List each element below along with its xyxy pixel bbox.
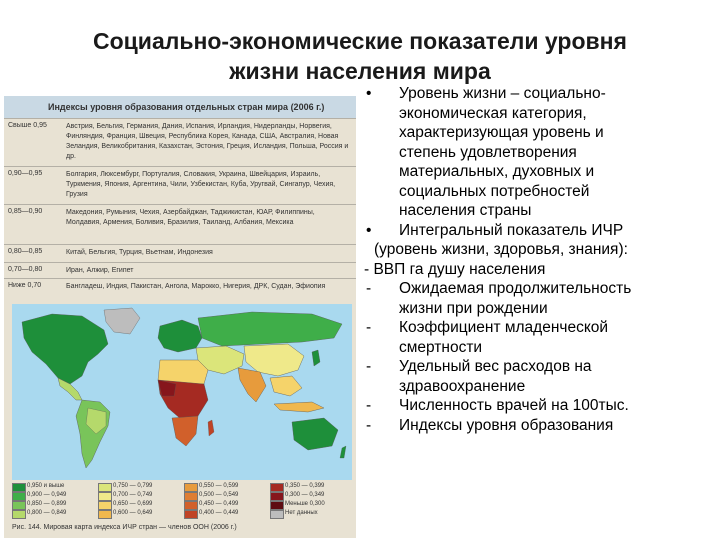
table-row	[4, 118, 356, 167]
table-row	[4, 244, 356, 263]
table-row-level: 0,80—0,85	[8, 248, 43, 255]
bullet-line: жизни при рождении	[399, 299, 548, 317]
bullet-line: Интегральный показатель ИЧР	[399, 221, 624, 239]
legend-label: Меньше 0,300	[285, 501, 325, 507]
bullet-line: социальных потребностей	[399, 182, 590, 200]
table-row-countries: Болгария, Люксембург, Португалия, Словакия, Украина, Швейцария, Израиль, Туркмения, Япония, Аргентина, Чили, Узбекистан, Куба, Уругвай, Сингапур, Чехия, Грузия	[66, 171, 336, 198]
table-row	[4, 166, 356, 205]
legend-item	[12, 500, 82, 509]
legend-item	[184, 500, 254, 509]
legend-label: 0,550 — 0,599	[199, 483, 239, 489]
map-north-america	[22, 314, 108, 384]
bullet-health-spending	[364, 357, 714, 396]
bullet-marker: -	[366, 416, 372, 434]
table-row-level: 0,70—0,80	[8, 266, 43, 273]
map-australia	[292, 418, 338, 450]
bullet-line: здравоохранение	[399, 377, 526, 395]
table-row-level: Ниже 0,70	[8, 282, 42, 289]
map-new-zealand	[340, 446, 346, 458]
legend-item	[184, 482, 254, 491]
legend-swatch	[184, 510, 198, 519]
bullet-marker: •	[366, 85, 372, 102]
hdi-components-line	[364, 240, 714, 260]
legend-item	[12, 491, 82, 500]
textbook-figure	[4, 96, 356, 538]
map-greenland	[104, 308, 140, 334]
bullet-line: Коэффициент младенческой	[399, 319, 609, 336]
map-southeast-asia	[270, 376, 302, 396]
bullet-line: материальных, духовных и	[399, 163, 595, 180]
legend-label: 0,650 — 0,699	[113, 501, 153, 507]
bullet-line: Численность врачей на 100тыс.	[399, 397, 629, 414]
legend-label: 0,850 — 0,899	[27, 501, 67, 507]
map-legend	[12, 482, 352, 520]
table-row-level: 0,85—0,90	[8, 208, 43, 215]
table-row-level: 0,90—0,95	[8, 170, 43, 177]
table-row	[4, 262, 356, 279]
legend-swatch	[12, 510, 26, 519]
table-row	[4, 204, 356, 245]
legend-item	[12, 482, 82, 491]
bullet-line: Уровень жизни – социально-	[399, 85, 606, 102]
legend-item	[12, 509, 82, 518]
legend-label: Нет данных	[285, 510, 318, 516]
map-south-asia	[238, 368, 266, 402]
legend-label: 0,600 — 0,649	[113, 510, 153, 516]
legend-item	[270, 500, 340, 509]
bullet-marker: -	[366, 397, 372, 414]
table-row-countries: Китай, Бельгия, Турция, Вьетнам, Индонезия	[66, 249, 213, 256]
bullet-line: - ВВП га душу населения	[364, 260, 546, 278]
legend-label: 0,950 и выше	[27, 483, 65, 489]
legend-item	[184, 509, 254, 518]
legend-label: 0,750 — 0,799	[113, 483, 153, 489]
bullet-line: Индексы уровня образования	[399, 416, 614, 434]
bullet-education-index	[364, 416, 714, 436]
bullet-marker: •	[366, 221, 372, 239]
legend-label: 0,300 — 0,349	[285, 492, 325, 498]
bullet-line: населения страны	[399, 202, 532, 219]
bullet-infant-mortality	[364, 318, 714, 357]
table-row-countries: Македония, Румыния, Чехия, Азербайджан, Таджикистан, ЮАР, Филиппины, Молдавия, Армения, Боливия, Бразилия, Таиланд, Албания, Мексика	[66, 209, 315, 226]
map-southern-africa	[172, 416, 198, 446]
legend-label: 0,450 — 0,499	[199, 501, 239, 507]
education-table-title: Индексы уровня образования отдельных стран мира (2006 г.)	[4, 96, 356, 118]
bullet-list	[364, 84, 714, 435]
bullet-line: (уровень жизни, здоровья, знания):	[374, 241, 628, 258]
legend-item	[270, 482, 340, 491]
legend-label: 0,400 — 0,449	[199, 510, 239, 516]
map-russia	[198, 312, 342, 346]
table-row-level: Свыше 0,95	[8, 122, 47, 129]
bullet-marker: -	[366, 319, 372, 336]
world-hdi-map	[12, 304, 352, 480]
page-title	[40, 26, 680, 86]
legend-item	[184, 491, 254, 500]
bullet-gdp	[364, 260, 714, 280]
bullet-hdi-indicator	[364, 221, 714, 241]
legend-item	[98, 482, 168, 491]
legend-item	[98, 500, 168, 509]
bullet-marker: -	[366, 358, 372, 375]
bullet-line: степень удовлетворения	[399, 143, 577, 161]
bullet-living-standard	[364, 84, 714, 221]
page-title-line-2: жизни населения мира	[229, 58, 491, 84]
legend-label: 0,800 — 0,849	[27, 510, 67, 516]
legend-item	[98, 509, 168, 518]
figure-caption: Рис. 144. Мировая карта индекса ИЧР стран — членов ООН (2006 г.)	[12, 524, 237, 531]
map-madagascar	[208, 420, 214, 436]
legend-label: 0,500 — 0,549	[199, 492, 239, 498]
legend-label: 0,700 — 0,749	[113, 492, 153, 498]
bullet-line: смертности	[399, 338, 483, 356]
table-row	[4, 278, 356, 303]
table-row-countries: Иран, Алжир, Египет	[66, 267, 134, 274]
legend-item	[98, 491, 168, 500]
legend-label: 0,350 — 0,399	[285, 483, 325, 489]
bullet-line: характеризующая уровень и	[399, 124, 604, 141]
legend-swatch	[98, 510, 112, 519]
legend-item	[270, 491, 340, 500]
bullet-line: Ожидаемая продолжительность	[399, 280, 632, 297]
map-japan	[312, 350, 320, 366]
table-row-countries: Бангладеш, Индия, Пакистан, Ангола, Марокко, Нигерия, ДРК, Судан, Эфиопия	[66, 283, 326, 290]
page-title-line-1: Социально-экономические показатели уровня	[93, 28, 627, 54]
bullet-doctors	[364, 396, 714, 416]
legend-label: 0,900 — 0,949	[27, 492, 67, 498]
legend-swatch	[270, 510, 284, 519]
bullet-line: экономическая категория,	[399, 104, 587, 122]
legend-item	[270, 509, 340, 518]
map-indonesia	[274, 402, 324, 412]
bullet-marker: -	[366, 280, 372, 297]
bullet-life-expectancy	[364, 279, 714, 318]
table-row-countries: Австрия, Бельгия, Германия, Дания, Испания, Ирландия, Нидерланды, Норвегия, Финляндия, Франция, Швеция, Республика Корея, Канада, США, Австралия, Новая Зеландия, Великобритания, Казахстан, Эстония, Греция, Исландия, Польша, Россия и др.	[66, 123, 349, 160]
bullet-line: Удельный вес расходов на	[399, 358, 592, 375]
map-europe	[158, 320, 202, 352]
